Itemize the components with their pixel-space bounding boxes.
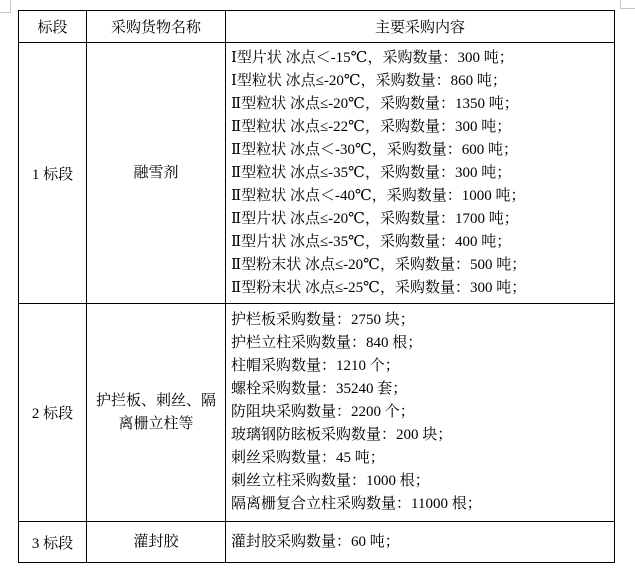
header-cell-main-content: 主要采购内容 [226, 11, 615, 43]
content-line: 灌封胶采购数量：60 吨； [231, 533, 400, 550]
content-line: Ⅰ型粒状 冰点≤-20℃，采购数量：860 吨； [231, 72, 507, 89]
content-line: 刺丝立柱采购数量：1000 根； [231, 473, 430, 489]
content-line: Ⅱ型粒状 冰点≤-20℃，采购数量：1350 吨； [231, 95, 519, 112]
table-row [19, 304, 615, 522]
content-line: 刺丝采购数量：45 吨； [231, 450, 385, 466]
main-content-cell [226, 43, 615, 304]
table-row [19, 43, 615, 304]
content-line: Ⅱ型粒状 冰点≤-22℃，采购数量：300 吨； [231, 118, 512, 135]
goods-name-cell: 灌封胶 [87, 522, 226, 563]
cropped-gridline-corner-right [620, 0, 635, 9]
content-line: Ⅱ型粒状 冰点＜-40℃，采购数量：1000 吨； [231, 187, 526, 204]
header-row [19, 11, 615, 43]
table-header [19, 11, 615, 43]
content-line: 隔离栅复合立柱采购数量：11000 根； [231, 496, 482, 512]
content-line: 防阻块采购数量：2200 个； [231, 404, 415, 420]
header-cell-goods-name: 采购货物名称 [87, 11, 226, 43]
table-row [19, 522, 615, 563]
table-body [19, 43, 615, 563]
content-line: Ⅱ型粒状 冰点＜-30℃，采购数量：600 吨； [231, 141, 518, 158]
content-line: Ⅱ型粉末状 冰点≤-20℃，采购数量：500 吨； [231, 256, 527, 273]
cropped-gridline-corner-left [0, 0, 11, 13]
section-cell: 3 标段 [19, 522, 87, 563]
content-line: 柱帽采购数量：1210 个； [231, 358, 400, 374]
content-line: Ⅱ型片状 冰点≤-20℃，采购数量：1700 吨； [231, 210, 519, 227]
main-content-cell [226, 522, 615, 563]
goods-name-cell: 融雪剂 [87, 43, 226, 304]
section-cell: 2 标段 [19, 304, 87, 522]
content-line: 螺栓采购数量：35240 套； [231, 381, 408, 397]
content-line: 玻璃钢防眩板采购数量：200 块； [231, 427, 453, 443]
header-cell-section: 标段 [19, 11, 87, 43]
content-line: Ⅱ型粉末状 冰点≤-25℃，采购数量：300 吨； [231, 279, 527, 296]
section-cell: 1 标段 [19, 43, 87, 304]
content-line: Ⅰ型片状 冰点＜-15℃，采购数量：300 吨； [231, 49, 514, 66]
content-line: 护栏板采购数量：2750 块； [231, 312, 415, 328]
content-line: Ⅱ型粒状 冰点≤-35℃，采购数量：300 吨； [231, 164, 512, 181]
content-line: Ⅱ型片状 冰点≤-35℃，采购数量：400 吨； [231, 233, 512, 250]
content-line: 护栏立柱采购数量：840 根； [231, 335, 423, 351]
procurement-table [18, 10, 615, 563]
goods-name-cell: 护拦板、刺丝、隔离栅立柱等 [87, 304, 226, 522]
main-content-cell [226, 304, 615, 522]
